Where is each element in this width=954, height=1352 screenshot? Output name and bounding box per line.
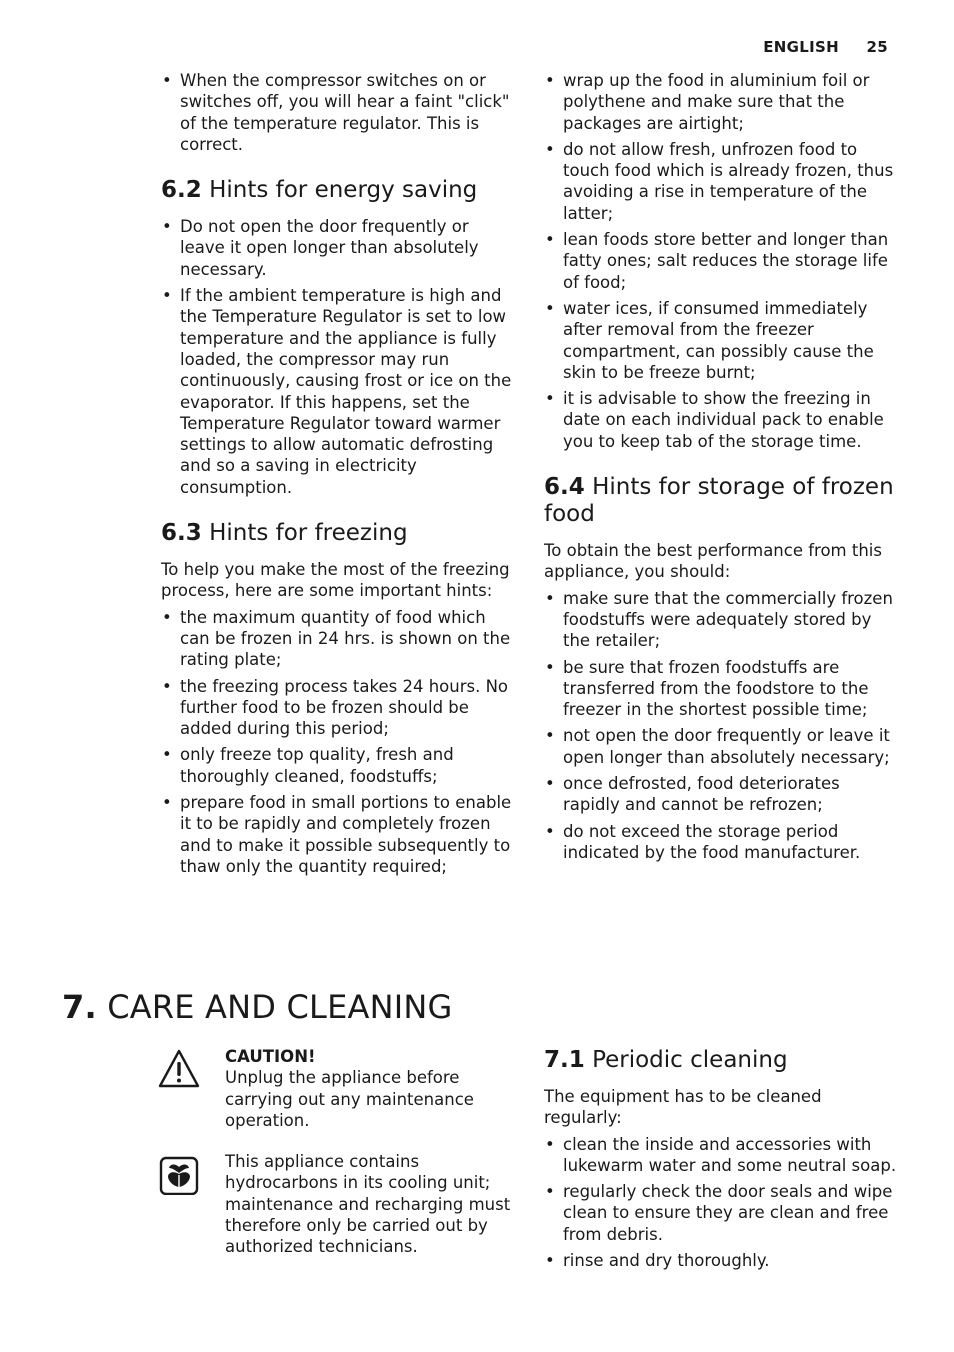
list-item: • only freeze top quality, fresh and thoroughly cleaned, foodstuffs; [161,744,516,787]
list-item: • be sure that frozen foodstuffs are transferred from the foodstore to the freezer in the shortest possible time; [544,657,899,721]
energy-saving-list [161,216,516,498]
caution-text: Unplug the appliance before carrying out any maintenance operation. [225,1068,474,1130]
section-number: 6.2 [161,177,202,204]
list-item: • do not exceed the storage period indicated by the food manufacturer. [544,821,899,864]
list-item: • rinse and dry thoroughly. [544,1250,899,1271]
page-number: 25 [866,38,888,56]
section-heading-6-3 [161,520,516,547]
section-heading-6-4 [544,474,899,528]
list-item: • prepare food in small portions to enable it to be rapidly and completely frozen and to make it possible subsequently to thaw only the quantity required; [161,792,516,877]
list-item: • wrap up the food in aluminium foil or polythene and make sure that the packages are airtight; [544,70,899,134]
section-title: Hints for storage of frozen food [544,474,894,528]
caution-notice [158,1046,518,1131]
cleaning-steps-list [544,1134,899,1272]
section-title: Periodic cleaning [592,1047,788,1073]
environment-leaf-icon [158,1153,200,1195]
right-column [544,70,899,868]
list-item: • the freezing process takes 24 hours. No further food to be frozen should be added during this period; [161,676,516,740]
section-intro: To help you make the most of the freezing process, here are some important hints: [161,560,510,601]
list-item: • water ices, if consumed immediately after removal from the freezer compartment, can possibly cause the skin to be freeze burnt; [544,298,899,383]
frozen-storage-list [544,588,899,864]
section-intro: To obtain the best performance from this appliance, you should: [544,541,882,582]
list-item: • do not allow fresh, unfrozen food to touch food which is already frozen, thus avoiding a rise in temperature of the latter; [544,139,899,224]
environment-notice [158,1151,518,1257]
header-language: ENGLISH [763,38,839,56]
list-item: • once defrosted, food deteriorates rapidly and cannot be refrozen; [544,773,899,816]
section-title: Hints for energy saving [209,177,478,204]
freezing-continued-list [544,70,899,452]
list-item: • When the compressor switches on or switches off, you will hear a faint "click" of the temperature regulator. This is correct. [161,70,516,155]
chapter-number: 7. [62,988,97,1026]
list-item: • If the ambient temperature is high and the Temperature Regulator is set to low temperature and the appliance is fully loaded, the compressor may run continuously, causing frost or ice on the evaporator. If this happens, set the Temperature Regulator toward warmer settings to allow automatic defrosting and so a saving in electricity consumption. [161,285,516,498]
section-heading-7-1 [544,1047,899,1074]
periodic-cleaning-section [544,1025,899,1276]
list-item: • regularly check the door seals and wipe clean to ensure they are clean and free from debris. [544,1181,899,1245]
list-item: • not open the door frequently or leave it open longer than absolutely necessary; [544,725,899,768]
left-column [161,70,516,882]
list-item: • Do not open the door frequently or leave it open longer than absolutely necessary. [161,216,516,280]
section-number: 7.1 [544,1047,585,1073]
page-header [763,38,888,56]
warning-triangle-icon [158,1048,200,1090]
section-title: Hints for freezing [209,520,408,547]
section-number: 6.3 [161,520,202,547]
list-item: • clean the inside and accessories with lukewarm water and some neutral soap. [544,1134,899,1177]
freezing-hints-list [161,607,516,878]
caution-title: CAUTION! [225,1047,316,1066]
environment-text: This appliance contains hydrocarbons in its cooling unit; maintenance and recharging must therefore only be carried out by authorized technicians. [225,1152,511,1257]
list-item: • it is advisable to show the freezing in date on each individual pack to enable you to keep tab of the storage time. [544,388,899,452]
list-item: • lean foods store better and longer than fatty ones; salt reduces the storage life of food; [544,229,899,293]
list-item: • make sure that the commercially frozen foodstuffs were adequately stored by the retailer; [544,588,899,652]
section-heading-6-2 [161,177,516,204]
intro-bullet-list [161,70,516,155]
chapter-heading [62,988,453,1026]
section-intro: The equipment has to be cleaned regularly: [544,1087,822,1128]
list-item: • the maximum quantity of food which can be frozen in 24 hrs. is shown on the rating plate; [161,607,516,671]
chapter-title: CARE AND CLEANING [107,988,453,1026]
section-number: 6.4 [544,474,585,501]
